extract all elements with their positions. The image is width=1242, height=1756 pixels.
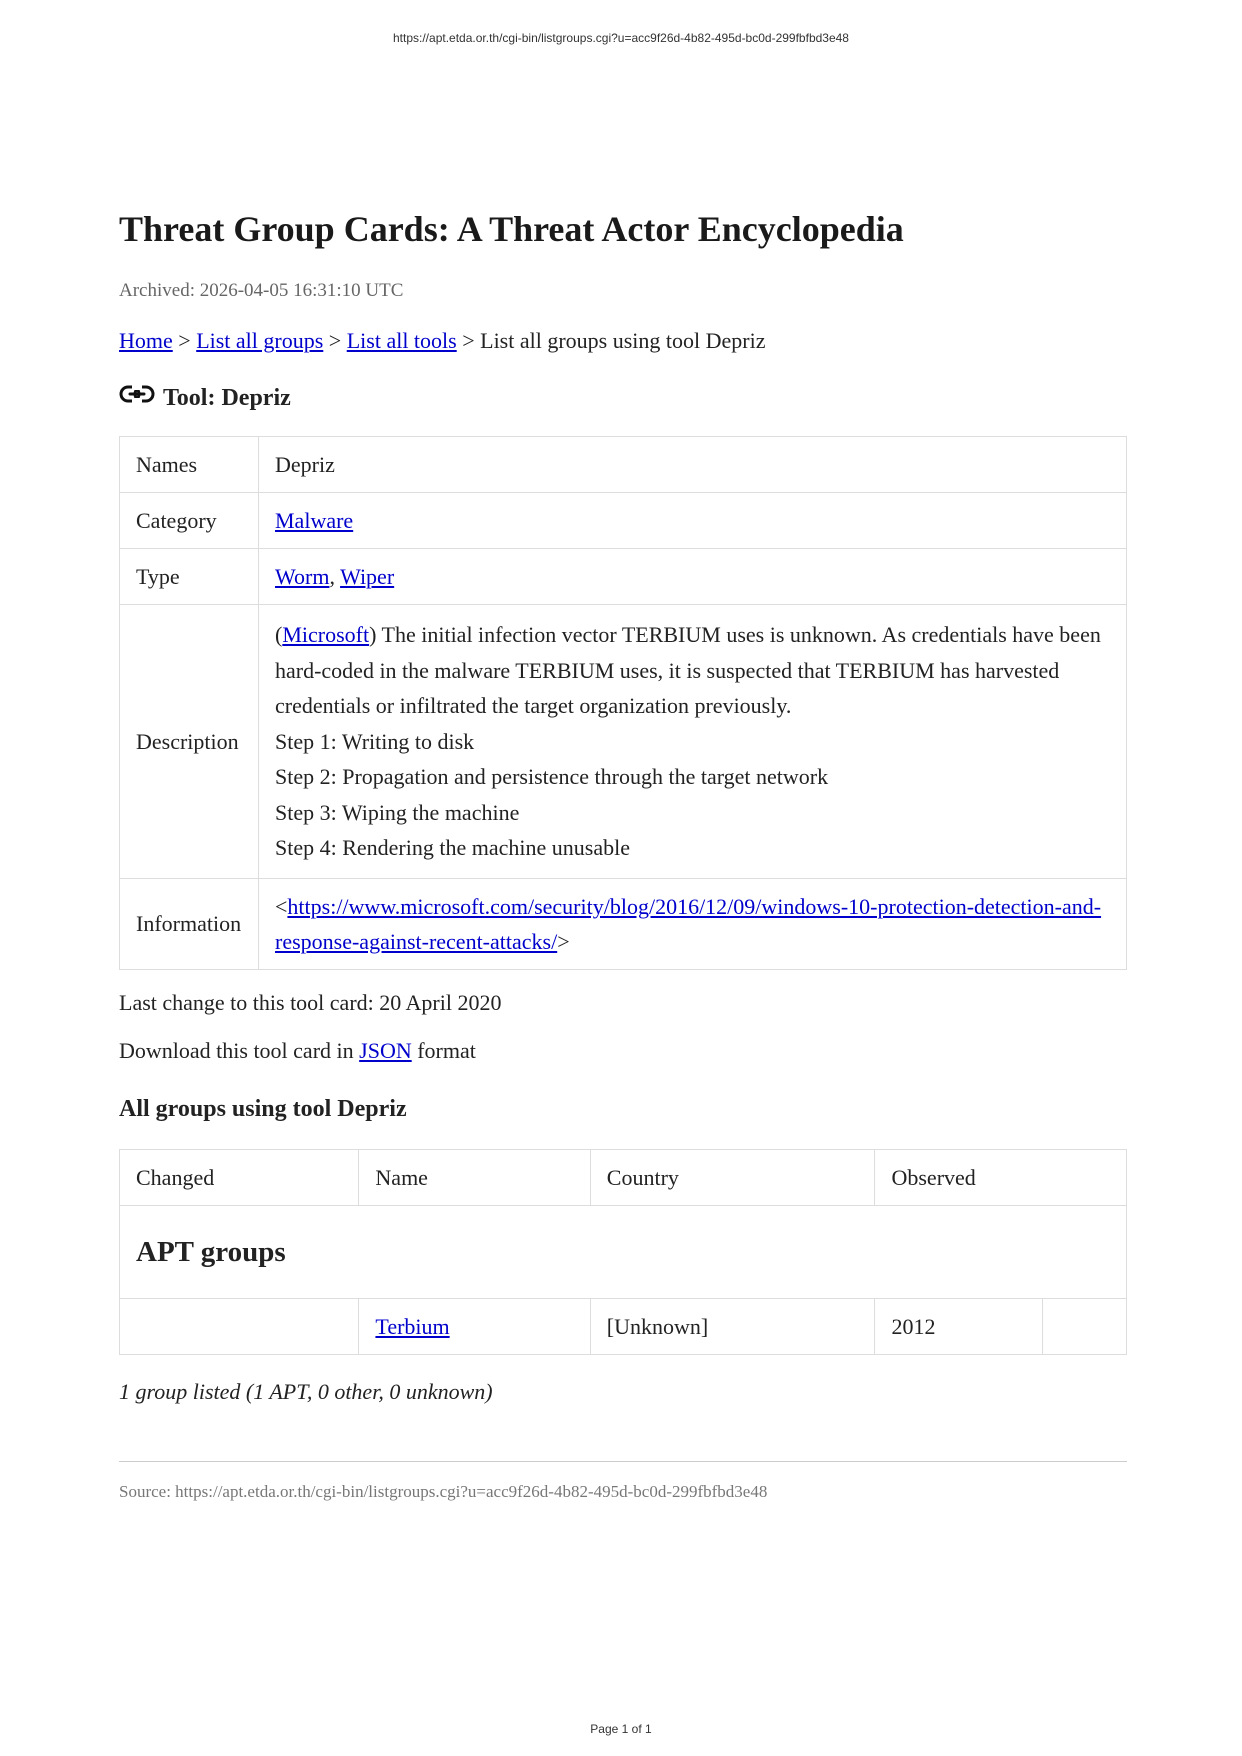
breadcrumb <box>119 328 1127 354</box>
column-header-country: Country <box>590 1150 875 1206</box>
groups-table <box>119 1149 1127 1355</box>
breadcrumb-current: > List all groups using tool Depriz <box>456 327 766 353</box>
download-line <box>119 1038 1127 1064</box>
description-cell <box>259 605 1127 879</box>
section-row <box>120 1206 1127 1299</box>
breadcrumb-home-link[interactable]: Home <box>119 327 173 353</box>
breadcrumb-separator: > <box>172 327 197 353</box>
info-close: > <box>557 928 570 954</box>
groups-heading: All groups using tool Depriz <box>119 1096 407 1123</box>
page-title: Threat Group Cards: A Threat Actor Encyclopedia <box>119 209 904 249</box>
table-header-row <box>120 1150 1127 1206</box>
groups-summary: 1 group listed (1 APT, 0 other, 0 unknown) <box>119 1379 493 1405</box>
footer-divider <box>119 1461 1127 1462</box>
source-url: Source: https://apt.etda.or.th/cgi-bin/listgroups.cgi?u=acc9f26d-4b82-495d-bc0d-299fbfbd3e48 <box>119 1482 768 1502</box>
breadcrumb-separator: > <box>323 327 347 353</box>
description-step: Step 2: Propagation and persistence through the target network <box>275 764 829 790</box>
tool-heading <box>119 384 1127 412</box>
desc-body: ) The initial infection vector TERBIUM uses is unknown. As credentials have been hard-coded in the malware TERBIUM uses, it is suspected that TERBIUM has harvested credentials or infiltrated the target organization previously. <box>275 622 1101 719</box>
column-header-name: Name <box>359 1150 590 1206</box>
table-row <box>120 1299 1127 1355</box>
type-wiper-link[interactable]: Wiper <box>340 563 395 589</box>
download-prefix: Download this tool card in <box>119 1038 360 1064</box>
names-label: Names <box>120 436 259 492</box>
description-text <box>275 617 1110 724</box>
cell-country: [Unknown] <box>590 1299 875 1355</box>
names-value: Depriz <box>259 436 1127 492</box>
page-number: Page 1 of 1 <box>590 1722 652 1736</box>
desc-open-paren: ( <box>275 622 283 648</box>
column-header-observed: Observed <box>875 1150 1127 1206</box>
table-row <box>120 548 1127 604</box>
print-header-url: https://apt.etda.or.th/cgi-bin/listgroups.cgi?u=acc9f26d-4b82-495d-bc0d-299fbfbd3e48 <box>393 31 849 45</box>
table-row <box>120 492 1127 548</box>
page-content <box>119 210 1127 1502</box>
section-title: APT groups <box>136 1236 286 1269</box>
last-change: Last change to this tool card: 20 April 2020 <box>119 990 502 1016</box>
breadcrumb-tools-link[interactable]: List all tools <box>346 327 457 353</box>
description-step: Step 4: Rendering the machine unusable <box>275 835 630 861</box>
group-terbium-link[interactable]: Terbium <box>375 1314 450 1340</box>
column-header-changed: Changed <box>120 1150 359 1206</box>
type-cell <box>259 548 1127 604</box>
description-step: Step 1: Writing to disk <box>275 728 475 754</box>
category-malware-link[interactable]: Malware <box>275 507 354 533</box>
information-link[interactable]: https://www.microsoft.com/security/blog/2016/12/09/windows-10-protection-detection-and-response-against-recent-attacks/ <box>275 893 1102 954</box>
link-icon <box>119 384 155 406</box>
type-separator: , <box>329 563 341 589</box>
description-label: Description <box>120 605 259 879</box>
breadcrumb-groups-link[interactable]: List all groups <box>196 327 324 353</box>
apt-groups-section <box>120 1206 1127 1299</box>
tool-heading-text: Tool: Depriz <box>163 384 291 411</box>
category-label: Category <box>120 492 259 548</box>
type-label: Type <box>120 548 259 604</box>
info-open: < <box>275 893 288 919</box>
type-worm-link[interactable]: Worm <box>275 563 330 589</box>
tool-info-table <box>119 436 1127 970</box>
cell-empty <box>1043 1299 1127 1355</box>
cell-changed <box>120 1299 359 1355</box>
cell-name <box>359 1299 590 1355</box>
information-label: Information <box>120 878 259 969</box>
json-download-link[interactable]: JSON <box>359 1038 412 1064</box>
information-cell <box>259 878 1127 969</box>
download-suffix: format <box>411 1038 476 1064</box>
cell-observed: 2012 <box>875 1299 1043 1355</box>
table-row <box>120 436 1127 492</box>
desc-source-link[interactable]: Microsoft <box>282 622 370 648</box>
category-cell <box>259 492 1127 548</box>
table-row <box>120 878 1127 969</box>
archived-timestamp: Archived: 2026-04-05 16:31:10 UTC <box>119 279 404 301</box>
table-row <box>120 605 1127 879</box>
description-step: Step 3: Wiping the machine <box>275 799 520 825</box>
